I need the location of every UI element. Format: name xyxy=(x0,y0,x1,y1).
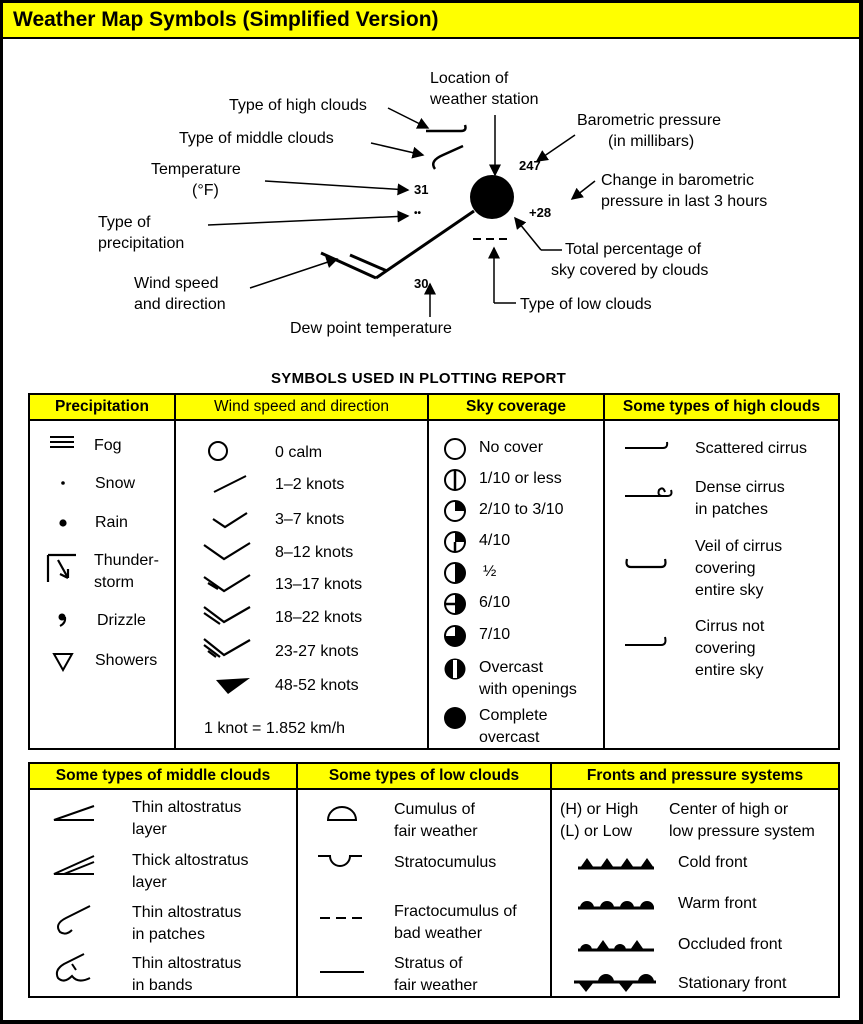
wind-footnote: 1 knot = 1.852 km/h xyxy=(204,720,345,737)
sky-overcast-2: with openings xyxy=(479,681,577,698)
sky-1-10-icon xyxy=(443,468,467,492)
middle-clouds-header: Some types of middle clouds xyxy=(30,764,296,790)
sky-6-10-icon xyxy=(443,592,467,616)
low-item-4-l1: Stratus of xyxy=(394,955,463,972)
value-pressure: 247 xyxy=(519,158,541,173)
veil-cirrus-icon xyxy=(623,555,673,573)
symbols-caption: SYMBOLS USED IN PLOTTING REPORT xyxy=(271,370,567,387)
precip-label-fog: Fog xyxy=(94,437,122,454)
low-item-4-l2: fair weather xyxy=(394,977,478,994)
fronts-high: (H) or High xyxy=(560,801,639,818)
high-scattered: Scattered cirrus xyxy=(695,440,808,457)
sky-4-10-icon xyxy=(443,530,467,554)
sky-complete-2: overcast xyxy=(479,729,540,746)
wind-18-22-icon xyxy=(202,604,254,630)
label-dew-point: Dew point temperature xyxy=(290,320,452,337)
thin-altostratus-patches-icon xyxy=(50,902,100,936)
label-wind-1: Wind speed xyxy=(134,275,219,292)
thick-altostratus-layer-icon xyxy=(50,852,100,882)
value-pressure-change: +28 xyxy=(529,205,552,220)
stationary-front-icon xyxy=(572,970,658,996)
sky-label: 2/10 to 3/10 xyxy=(479,501,564,518)
label-change-1: Change in barometric xyxy=(601,172,754,189)
wind-3-7-icon xyxy=(209,505,251,531)
sky-label: 4/10 xyxy=(479,532,511,549)
showers-icon xyxy=(52,652,74,672)
high-dense-2: in patches xyxy=(695,501,768,518)
high-veil-1: Veil of cirrus xyxy=(695,538,783,555)
cirrus-not-covering-icon xyxy=(623,633,673,651)
high-clouds-column xyxy=(605,395,838,748)
sky-label: 1/10 or less xyxy=(479,470,562,487)
label-baro-1: Barometric pressure xyxy=(577,112,722,129)
precip-label-snow: Snow xyxy=(95,475,136,492)
sky-label: 6/10 xyxy=(479,594,511,611)
high-clouds-header: Some types of high clouds xyxy=(605,395,838,421)
precip-label-thunder-2: storm xyxy=(94,574,134,591)
middle-item-3-l1: Thin altostratus xyxy=(132,904,242,921)
low-clouds-header: Some types of low clouds xyxy=(298,764,550,790)
low-item-2-l1: Stratocumulus xyxy=(394,854,497,871)
precip-label-drizzle: Drizzle xyxy=(97,612,146,629)
label-middle-clouds: Type of middle clouds xyxy=(179,130,334,147)
label-precip-2: precipitation xyxy=(98,235,185,252)
middle-item-2-l1: Thick altostratus xyxy=(132,852,249,869)
warm-front-icon xyxy=(576,896,656,910)
thunderstorm-icon xyxy=(44,552,84,588)
stratus-fair-icon xyxy=(318,968,368,976)
middle-item-2-l2: layer xyxy=(132,874,167,891)
middle-item-4-l2: in bands xyxy=(132,977,193,994)
middle-item-1-l2: layer xyxy=(132,821,167,838)
label-location-2: weather station xyxy=(430,91,539,108)
sky-no-cover-icon xyxy=(443,437,467,461)
wind-calm-icon xyxy=(206,439,232,463)
wind-label: 23-27 knots xyxy=(275,643,359,660)
snow-icon xyxy=(59,479,67,487)
wind-label: 18–22 knots xyxy=(275,609,363,626)
fronts-header: Fronts and pressure systems xyxy=(552,764,838,790)
fractocumulus-icon xyxy=(318,914,368,922)
sky-overcast-1: Overcast xyxy=(479,659,544,676)
middle-item-1-l1: Thin altostratus xyxy=(132,799,242,816)
label-wind-2: and direction xyxy=(134,296,226,313)
high-veil-2: covering xyxy=(695,560,756,577)
wind-label: 1–2 knots xyxy=(275,476,345,493)
sky-7-10-icon xyxy=(443,624,467,648)
sky-overcast-openings-icon xyxy=(443,657,467,681)
wind-label: 3–7 knots xyxy=(275,511,345,528)
high-dense-1: Dense cirrus xyxy=(695,479,785,496)
wind-1-2-icon xyxy=(211,473,251,495)
sky-label: No cover xyxy=(479,439,544,456)
wind-13-17-icon xyxy=(202,571,254,597)
high-veil-3: entire sky xyxy=(695,582,764,599)
sky-2-3-10-icon xyxy=(443,499,467,523)
thin-altostratus-layer-icon xyxy=(50,802,100,830)
sky-coverage-column xyxy=(429,395,605,748)
low-clouds-column xyxy=(298,764,552,996)
wind-label: 8–12 knots xyxy=(275,544,354,561)
low-item-3-l1: Fractocumulus of xyxy=(394,903,517,920)
value-dew-point: 30 xyxy=(414,276,429,291)
fronts-low: (L) or Low xyxy=(560,823,633,840)
value-temperature: 31 xyxy=(414,182,429,197)
fronts-center-1: Center of high or xyxy=(669,801,789,818)
cumulus-fair-icon xyxy=(324,804,364,824)
precipitation-header: Precipitation xyxy=(30,395,174,421)
wind-header: Wind speed and direction xyxy=(176,395,427,421)
wind-23-27-icon xyxy=(202,637,254,663)
wind-column xyxy=(176,395,429,748)
low-item-3-l2: bad weather xyxy=(394,925,483,942)
high-notcov-1: Cirrus not xyxy=(695,618,765,635)
low-item-1-l2: fair weather xyxy=(394,823,478,840)
cold-front-icon xyxy=(576,854,656,870)
value-precip-symbol: •• xyxy=(414,208,422,219)
sky-label: ½ xyxy=(483,563,497,580)
label-location-1: Location of xyxy=(430,70,509,87)
label-temp-2: (°F) xyxy=(192,182,219,199)
wind-label: 48-52 knots xyxy=(275,677,359,694)
label-temp-1: Temperature xyxy=(151,161,241,178)
symbols-table-bottom xyxy=(28,762,840,998)
high-notcov-2: covering xyxy=(695,640,756,657)
label-baro-2: (in millibars) xyxy=(608,133,695,150)
fog-icon xyxy=(48,435,78,449)
label-high-clouds: Type of high clouds xyxy=(229,97,367,114)
fronts-cold: Cold front xyxy=(678,854,748,871)
label-precip-1: Type of xyxy=(98,214,151,231)
precip-label-thunder-1: Thunder- xyxy=(94,552,159,569)
scattered-cirrus-icon xyxy=(623,436,673,454)
title-bar xyxy=(3,3,859,39)
wind-label: 0 calm xyxy=(275,444,323,461)
middle-item-4-l1: Thin altostratus xyxy=(132,955,242,972)
label-low-clouds: Type of low clouds xyxy=(520,296,652,313)
sky-complete-overcast-icon xyxy=(443,706,467,730)
dense-cirrus-icon xyxy=(623,484,679,502)
precip-label-rain: Rain xyxy=(95,514,128,531)
fronts-center-2: low pressure system xyxy=(669,823,815,840)
fronts-column xyxy=(552,764,838,996)
stratocumulus-icon xyxy=(316,852,366,872)
station-circle xyxy=(470,175,514,219)
label-total-1: Total percentage of xyxy=(565,241,702,258)
sky-complete-1: Complete xyxy=(479,707,548,724)
fronts-warm: Warm front xyxy=(678,895,757,912)
occluded-front-icon xyxy=(576,936,656,952)
sky-header: Sky coverage xyxy=(429,395,603,421)
drizzle-icon xyxy=(56,612,70,628)
middle-clouds-column xyxy=(30,764,298,996)
label-total-2: sky covered by clouds xyxy=(551,262,709,279)
middle-item-3-l2: in patches xyxy=(132,926,205,943)
fronts-occluded: Occluded front xyxy=(678,936,783,953)
sky-half-icon xyxy=(443,561,467,585)
label-change-2: pressure in last 3 hours xyxy=(601,193,768,210)
high-notcov-3: entire sky xyxy=(695,662,764,679)
wind-label: 13–17 knots xyxy=(275,576,363,593)
wind-8-12-icon xyxy=(202,539,254,565)
fronts-stationary: Stationary front xyxy=(678,975,787,992)
precipitation-column xyxy=(30,395,176,748)
precip-label-showers: Showers xyxy=(95,652,158,669)
rain-icon xyxy=(58,518,68,528)
sky-label: 7/10 xyxy=(479,626,511,643)
page-title: Weather Map Symbols (Simplified Version) xyxy=(13,8,439,31)
low-item-1-l1: Cumulus of xyxy=(394,801,475,818)
symbols-table-top xyxy=(28,393,840,750)
wind-48-52-icon xyxy=(212,672,254,698)
thin-altostratus-bands-icon xyxy=(50,950,106,986)
page xyxy=(3,3,859,1020)
